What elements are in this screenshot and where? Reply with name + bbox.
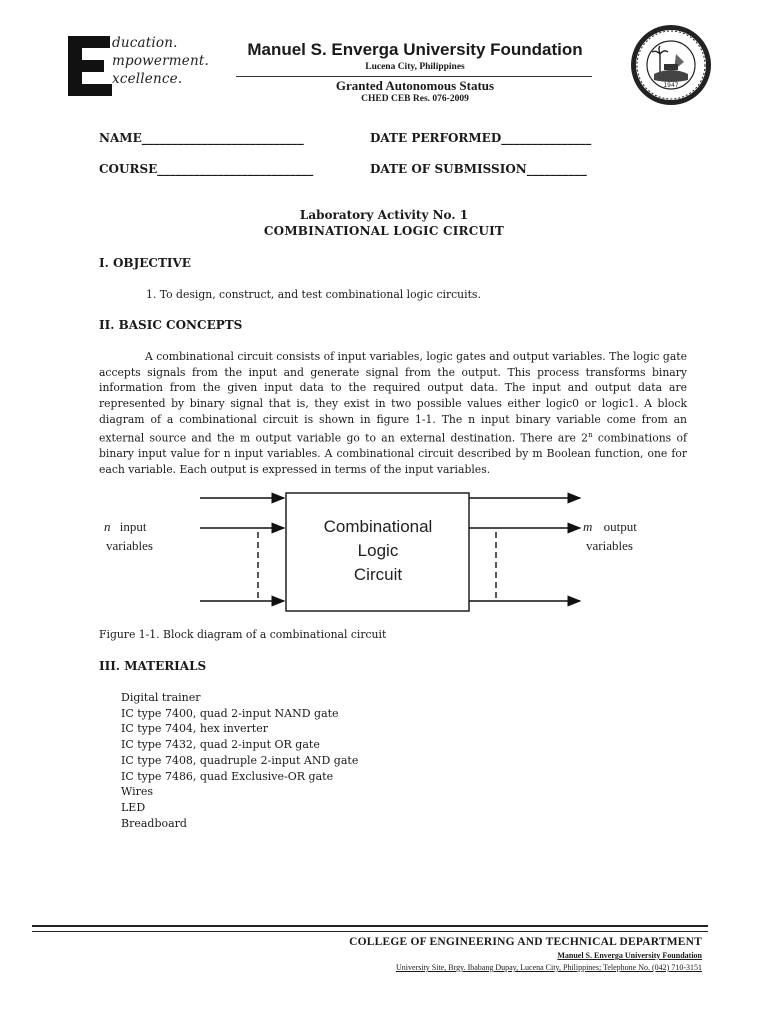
list-item: IC type 7408, quadruple 2-input AND gate bbox=[121, 753, 359, 767]
concepts-superscript: n bbox=[588, 430, 593, 439]
block-label-line1: Combinational bbox=[323, 517, 433, 536]
input-label-top: n input bbox=[104, 519, 147, 534]
block-label-line3: Circuit bbox=[353, 565, 403, 584]
motto-word: mpowerment. bbox=[112, 53, 209, 69]
objective-item: 1. To design, construct, and test combinational logic circuits. bbox=[146, 288, 481, 301]
motto-word: ducation. bbox=[112, 35, 178, 51]
emblem-logo bbox=[66, 34, 212, 98]
list-item: Wires bbox=[121, 785, 154, 799]
activity-title: Laboratory Activity No. 1 bbox=[299, 208, 469, 222]
date-submission-field: DATE OF SUBMISSION__________ bbox=[370, 162, 587, 176]
footer-department: COLLEGE OF ENGINEERING AND TECHNICAL DEPARTMENT bbox=[349, 936, 702, 948]
block-diagram bbox=[96, 488, 656, 618]
footer-divider bbox=[32, 925, 708, 927]
big-e-letter bbox=[66, 34, 114, 98]
university-seal-icon bbox=[630, 24, 712, 106]
seal-year: 1947 bbox=[663, 82, 679, 89]
output-label-bottom: variables bbox=[586, 538, 633, 553]
materials-heading: III. MATERIALS bbox=[99, 659, 207, 673]
footer-university: Manuel S. Enverga University Foundation bbox=[557, 951, 702, 960]
list-item: IC type 7432, quad 2-input OR gate bbox=[121, 738, 320, 752]
emblem-motto bbox=[112, 34, 212, 88]
concepts-text-before: A combinational circuit consists of input variables, logic gates and output variables. The logic gate accepts signals from the input and generate signal from the output. This process transforms binary information from the given input data to the required output data. The input and output data are represented by binary signal that is, they exist in two possible values either logic0 or logic1. A block diagram of a combinational circuit is shown in figure 1-1. The n input binary variable come from an external source and the m output variable go to an external destination. There are 2 bbox=[99, 350, 687, 445]
list-item: Breadboard bbox=[121, 816, 187, 830]
date-performed-field: DATE PERFORMED_______________ bbox=[370, 131, 592, 145]
list-item: LED bbox=[121, 800, 146, 814]
motto-word: xcellence. bbox=[112, 71, 183, 87]
header-divider bbox=[236, 76, 592, 77]
block-label-line2: Logic bbox=[357, 541, 399, 560]
university-name: Manuel S. Enverga University Foundation bbox=[247, 40, 583, 59]
objective-heading: I. OBJECTIVE bbox=[99, 256, 191, 270]
university-status: Granted Autonomous Status bbox=[335, 78, 495, 93]
ched-resolution: CHED CEB Res. 076-2009 bbox=[361, 94, 469, 104]
concepts-paragraph bbox=[99, 349, 687, 477]
course-field: COURSE__________________________ bbox=[99, 162, 314, 176]
name-field: NAME___________________________ bbox=[99, 131, 304, 145]
materials-list bbox=[121, 690, 358, 831]
list-item: IC type 7400, quad 2-input NAND gate bbox=[121, 706, 339, 720]
footer-divider-thin bbox=[32, 931, 708, 932]
list-item: IC type 7486, quad Exclusive-OR gate bbox=[121, 769, 334, 783]
concepts-text-after: combinations of binary input value for n input variables. A combinational circuit described by m Boolean function, one for each variable. Each output is expressed in terms of the input variables. bbox=[99, 431, 687, 476]
footer-address: University Site, Brgy. Ibabang Dupay, Lucena City, Philippines; Telephone No. (042) 710-3151 bbox=[396, 963, 702, 972]
figure-caption: Figure 1-1. Block diagram of a combinational circuit bbox=[99, 628, 387, 641]
concepts-heading: II. BASIC CONCEPTS bbox=[99, 318, 243, 332]
list-item: IC type 7404, hex inverter bbox=[121, 722, 268, 736]
list-item: Digital trainer bbox=[121, 691, 201, 704]
university-city: Lucena City, Philippines bbox=[365, 62, 465, 72]
activity-subtitle: COMBINATIONAL LOGIC CIRCUIT bbox=[263, 224, 505, 238]
output-label-top: m output bbox=[583, 519, 637, 534]
input-label-bottom: variables bbox=[106, 538, 153, 553]
